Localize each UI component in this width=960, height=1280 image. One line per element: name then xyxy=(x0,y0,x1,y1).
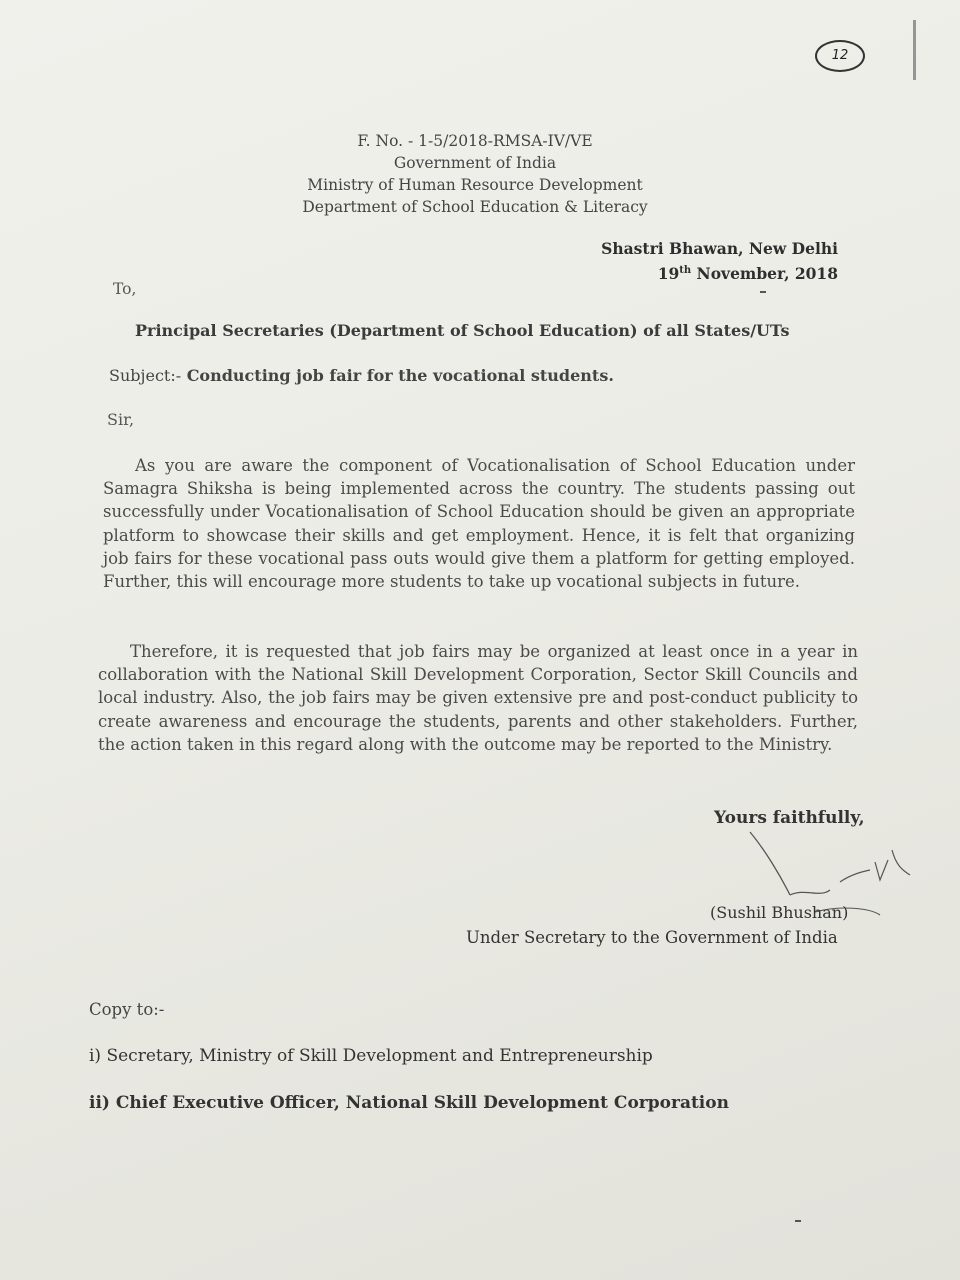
paper-speck xyxy=(795,1220,801,1222)
place: Shastri Bhawan, New Delhi xyxy=(601,239,838,258)
body-paragraph-2: Therefore, it is requested that job fairs may be organized at least once in a year in collaboration with the National Skill Development Corporation, Sector Skill Councils and local industry. Also, the job fairs may be given extensive pre and post-conduct publicity to create awareness and encourage the students, parents and other stakeholders. Further, the action taken in this regard along with the outcome may be reported to the Ministry. xyxy=(98,642,858,754)
salutation: Sir, xyxy=(107,410,135,429)
letter-header xyxy=(240,130,710,218)
copy-item: i) Secretary, Ministry of Skill Development and Entrepreneurship xyxy=(89,1046,653,1066)
header-ministry: Ministry of Human Resource Development xyxy=(307,176,643,194)
body-paragraph-1: As you are aware the component of Vocationalisation of School Education under Samagra Shiksha is being implemented across the country. The students passing out successfully under Vocationalisation of School Education should be given an appropriate platform to showcase their skills and get employment. Hence, it is felt that organizing job fairs for these vocational pass outs would give them a platform for getting employed. Further, this will encourage more students to take up vocational subjects in future. xyxy=(103,456,855,592)
to-label: To, xyxy=(113,280,137,298)
header-government: Government of India xyxy=(393,154,557,172)
paper-speck xyxy=(760,291,766,293)
header-department: Department of School Education & Literacy xyxy=(302,198,648,216)
page-number-stamp xyxy=(815,40,865,72)
paper-edge-shadow xyxy=(913,20,916,80)
subject-label: Subject:- xyxy=(109,366,182,385)
signatory-title: Under Secretary to the Government of India xyxy=(466,928,838,947)
subject-line xyxy=(109,366,614,385)
date: 19th November, 2018 xyxy=(657,264,838,284)
subject-text: Conducting job fair for the vocational students. xyxy=(181,366,614,385)
file-number: F. No. - 1-5/2018-RMSA-IV/VE xyxy=(357,132,593,150)
closing: Yours faithfully, xyxy=(714,808,865,828)
place-date-block xyxy=(601,238,838,285)
signatory-name: (Sushil Bhushan) xyxy=(710,903,849,922)
copy-to-label: Copy to:- xyxy=(89,1000,165,1019)
addressee: Principal Secretaries (Department of School Education) of all States/UTs xyxy=(135,321,790,340)
page-number: 12 xyxy=(831,48,849,63)
copy-item: ii) Chief Executive Officer, National Skill Development Corporation xyxy=(89,1093,729,1113)
